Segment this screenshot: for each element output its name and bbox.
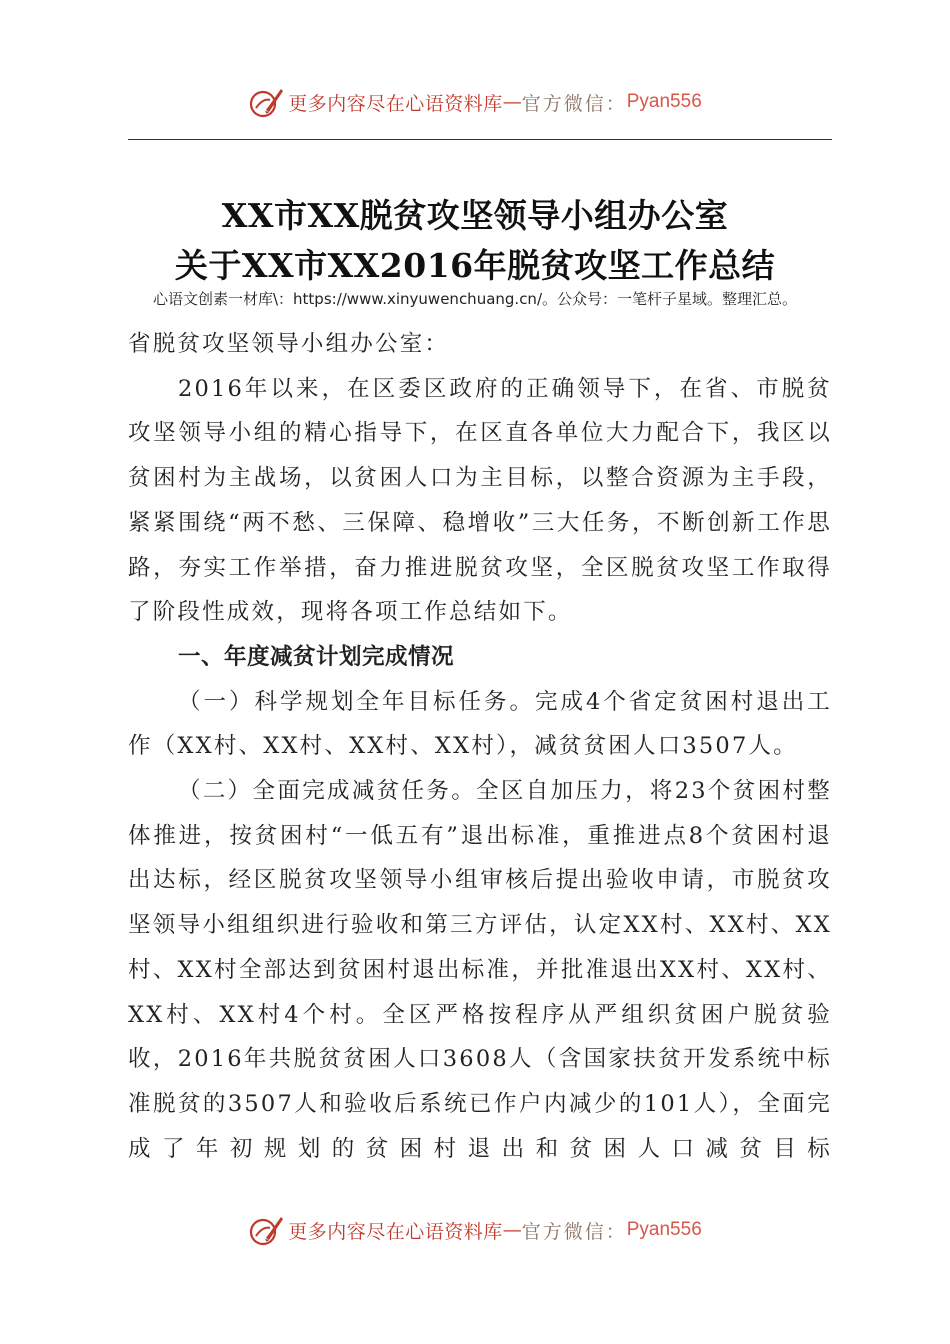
section-heading: 一、年度减贫计划完成情况 (178, 643, 455, 670)
header-divider (128, 139, 832, 140)
banner-dash: — (502, 91, 522, 113)
wechat-account: Pyan556 (626, 91, 702, 112)
pen-logo-icon (248, 84, 284, 120)
paragraph-intro: 2016年以来，在区委区政府的正确领导下，在省、市脱贫攻坚领导小组的精心指导下，在区直各单位大力配合下，我区以贫困村为主战场，以贫困人口为主目标，以整合资源为主手段，紧紧围绕“两不愁、三保障、稳增收”三大任务，不断创新工作思路，夯实工作举措，奋力推进脱贫攻坚，全区脱贫攻坚工作取得了阶段性成效，现将各项工作总结如下。 (128, 375, 832, 626)
banner-dash: — (502, 1219, 522, 1241)
document-title-line2: 关于XX市XX2016年脱贫攻坚工作总结 (174, 246, 776, 285)
document-body (128, 322, 832, 1171)
paragraph-tasks: （二）全面完成减贫任务。全区自加压力，将23个贫困村整体推进，按贫困村“一低五有”退出标准，重推进点8个贫困村退出达标，经区脱贫攻坚领导小组审核后提出验收申请，市脱贫攻坚领导小组组织进行验收和第三方评估，认定XX村、XX村、XX村、XX村全部达到贫困村退出标准，并批准退出XX村、XX村、XX村、XX村4个村。全区严格按程序从严组织贫困户脱贫验收，2016年共脱贫贫困人口3608人（含国家扶贫开发系统中标准脱贫的3507人和验收后系统已作户内减少的101人），全面完成了年初规划的贫困村退出和贫困人口减贫目标 (128, 778, 832, 1162)
source-note: 心语文创素一材库\：https://www.xinyuwenchuang.cn/。公众号：一笔杆子星域。整理汇总。 (152, 290, 797, 308)
pen-logo-icon (248, 1212, 284, 1248)
header-banner (0, 82, 950, 122)
library-text: 更多内容尽在心语资料库 (288, 92, 503, 115)
library-text: 更多内容尽在心语资料库 (288, 1220, 503, 1243)
paragraph-plan: （一）科学规划全年目标任务。完成4个省定贫困村退出工作（XX村、XX村、XX村、XX村），减贫贫困人口3507人。 (128, 688, 832, 760)
document-title-line1: XX市XX脱贫攻坚领导小组办公室 (221, 196, 729, 235)
salutation: 省脱贫攻坚领导小组办公室： (128, 331, 450, 357)
wechat-label: 官方微信： (521, 92, 627, 115)
wechat-label: 官方微信： (521, 1220, 627, 1243)
footer-banner (0, 1210, 950, 1250)
wechat-account: Pyan556 (626, 1219, 702, 1240)
